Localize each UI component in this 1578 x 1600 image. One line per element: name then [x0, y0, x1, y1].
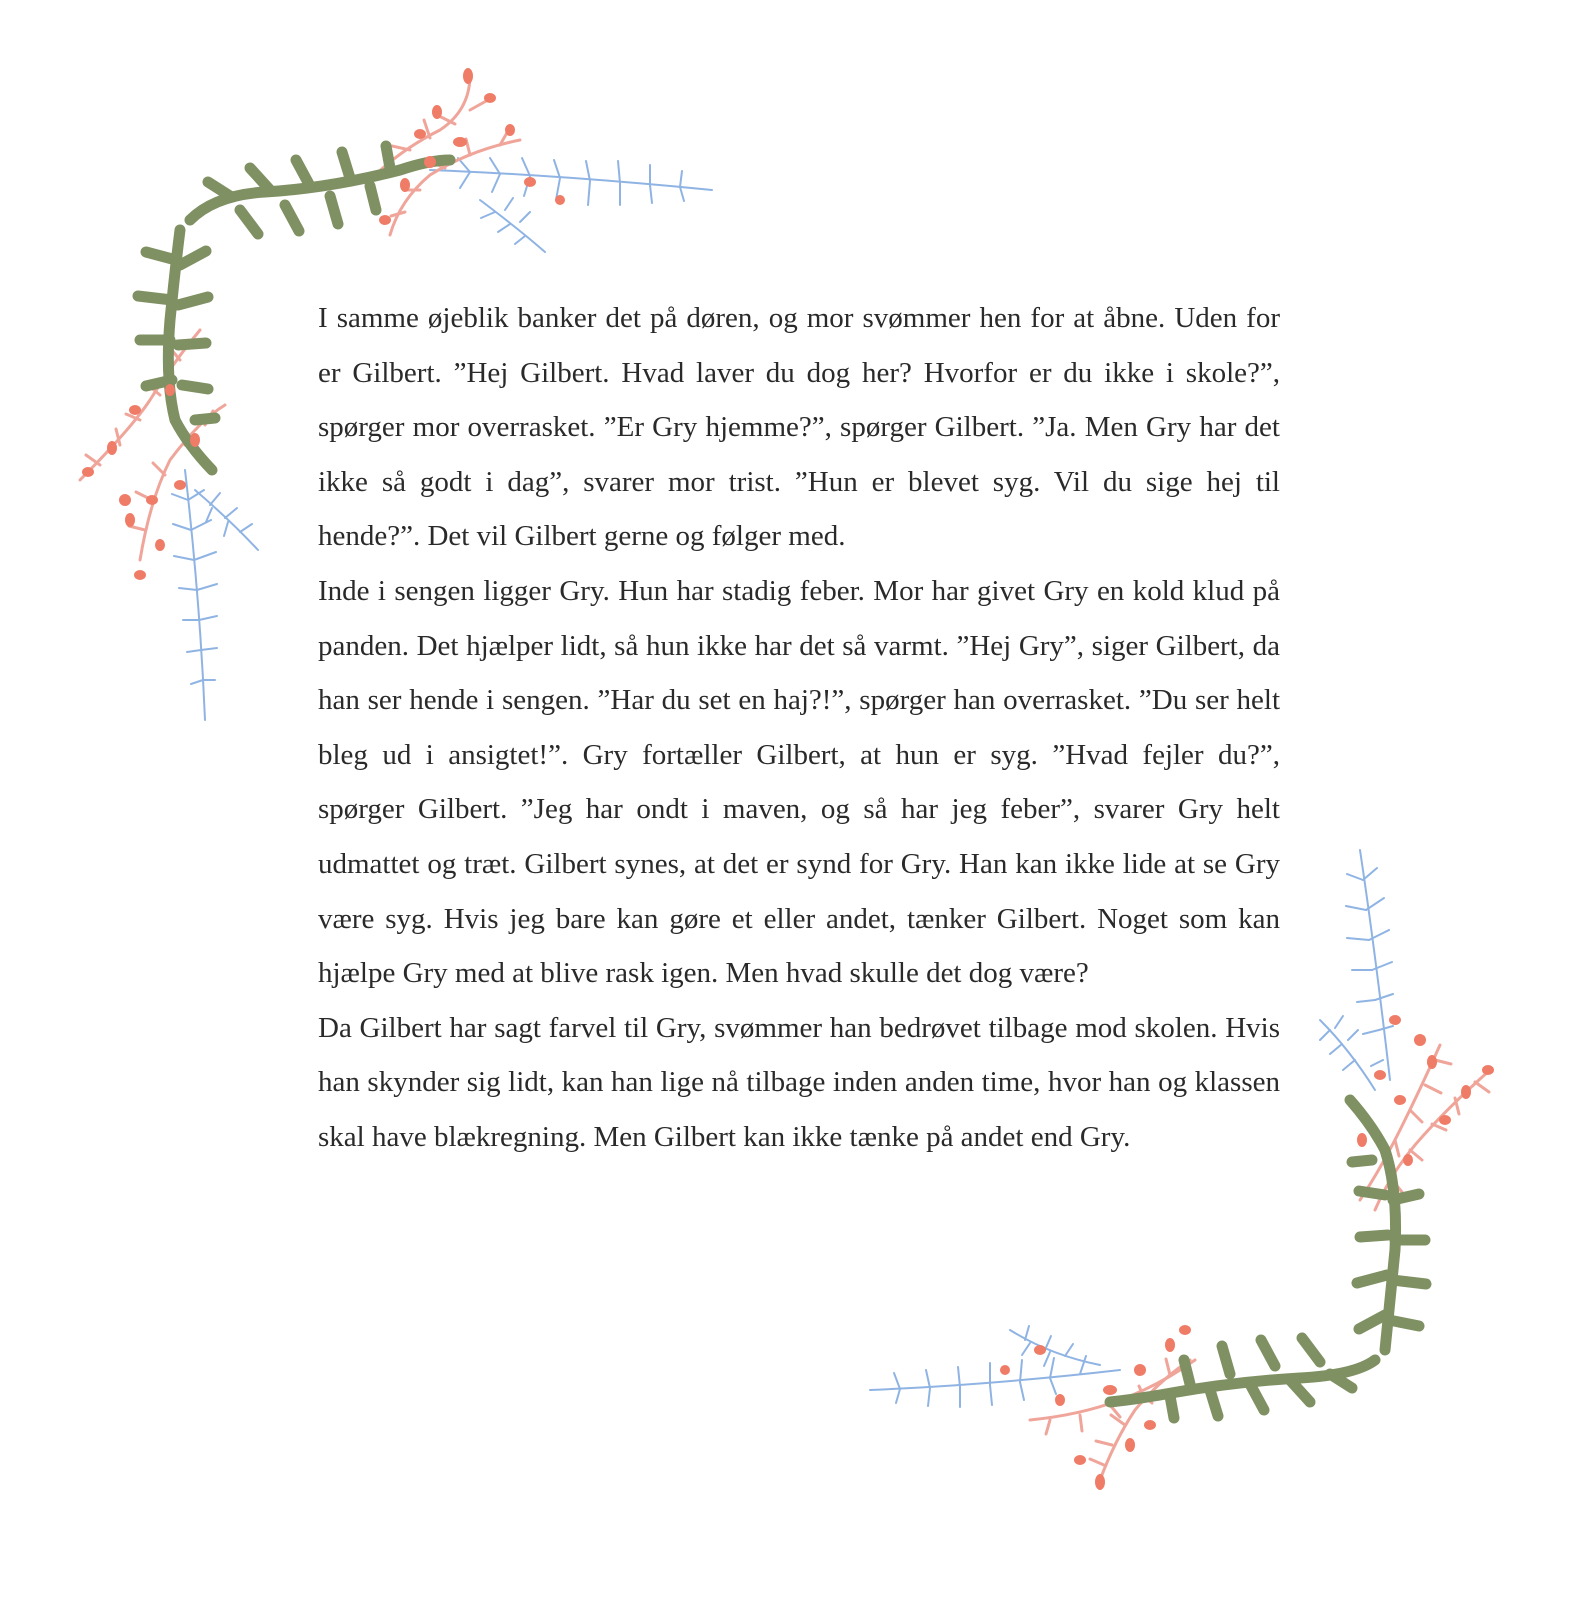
story-text	[318, 291, 1280, 1165]
story-paragraph-3: Da Gilbert har sagt farvel til Gry, svømmer han bedrøvet tilbage mod skolen. Hvis han skynder sig lidt, kan han lige nå tilbage inden anden time, hvor han og klassen skal have blækregning. Men Gilbert kan ikke tænke på andet end Gry.	[318, 1011, 1280, 1153]
story-paragraph-2: Inde i sengen ligger Gry. Hun har stadig feber. Mor har givet Gry en kold klud på panden. Det hjælper lidt, så hun ikke har det så varmt. ”Hej Gry”, siger Gilbert, da han ser hende i sengen. ”Har du set en haj?!”, spørger han overrasket. ”Du ser helt bleg ud i ansigtet!”. Gry fortæller Gilbert, at hun er syg. ”Hvad fejler du?”, spørger Gilbert. ”Jeg har ondt i maven, og så har jeg feber”, svarer Gry helt udmattet og træt. Gilbert synes, at det er synd for Gry. Han kan ikke lide at se Gry være syg. Hvis jeg bare kan gøre et eller andet, tænker Gilbert. Noget som kan hjælpe Gry med at blive rask igen. Men hvad skulle det dog være?	[318, 574, 1280, 990]
story-paragraph-1: I samme øjeblik banker det på døren, og mor svømmer hen for at åbne. Uden for er Gilbert. ”Hej Gilbert. Hvad laver du dog her? Hvorfor er du ikke i skole?”, spørger mor overrasket. ”Er Gry hjemme?”, spørger Gilbert. ”Ja. Men Gry har det ikke så godt i dag”, svarer mor trist. ”Hun er blevet syg. Vil du sige hej til hende?”. Det vil Gilbert gerne og følger med.	[318, 302, 1280, 553]
